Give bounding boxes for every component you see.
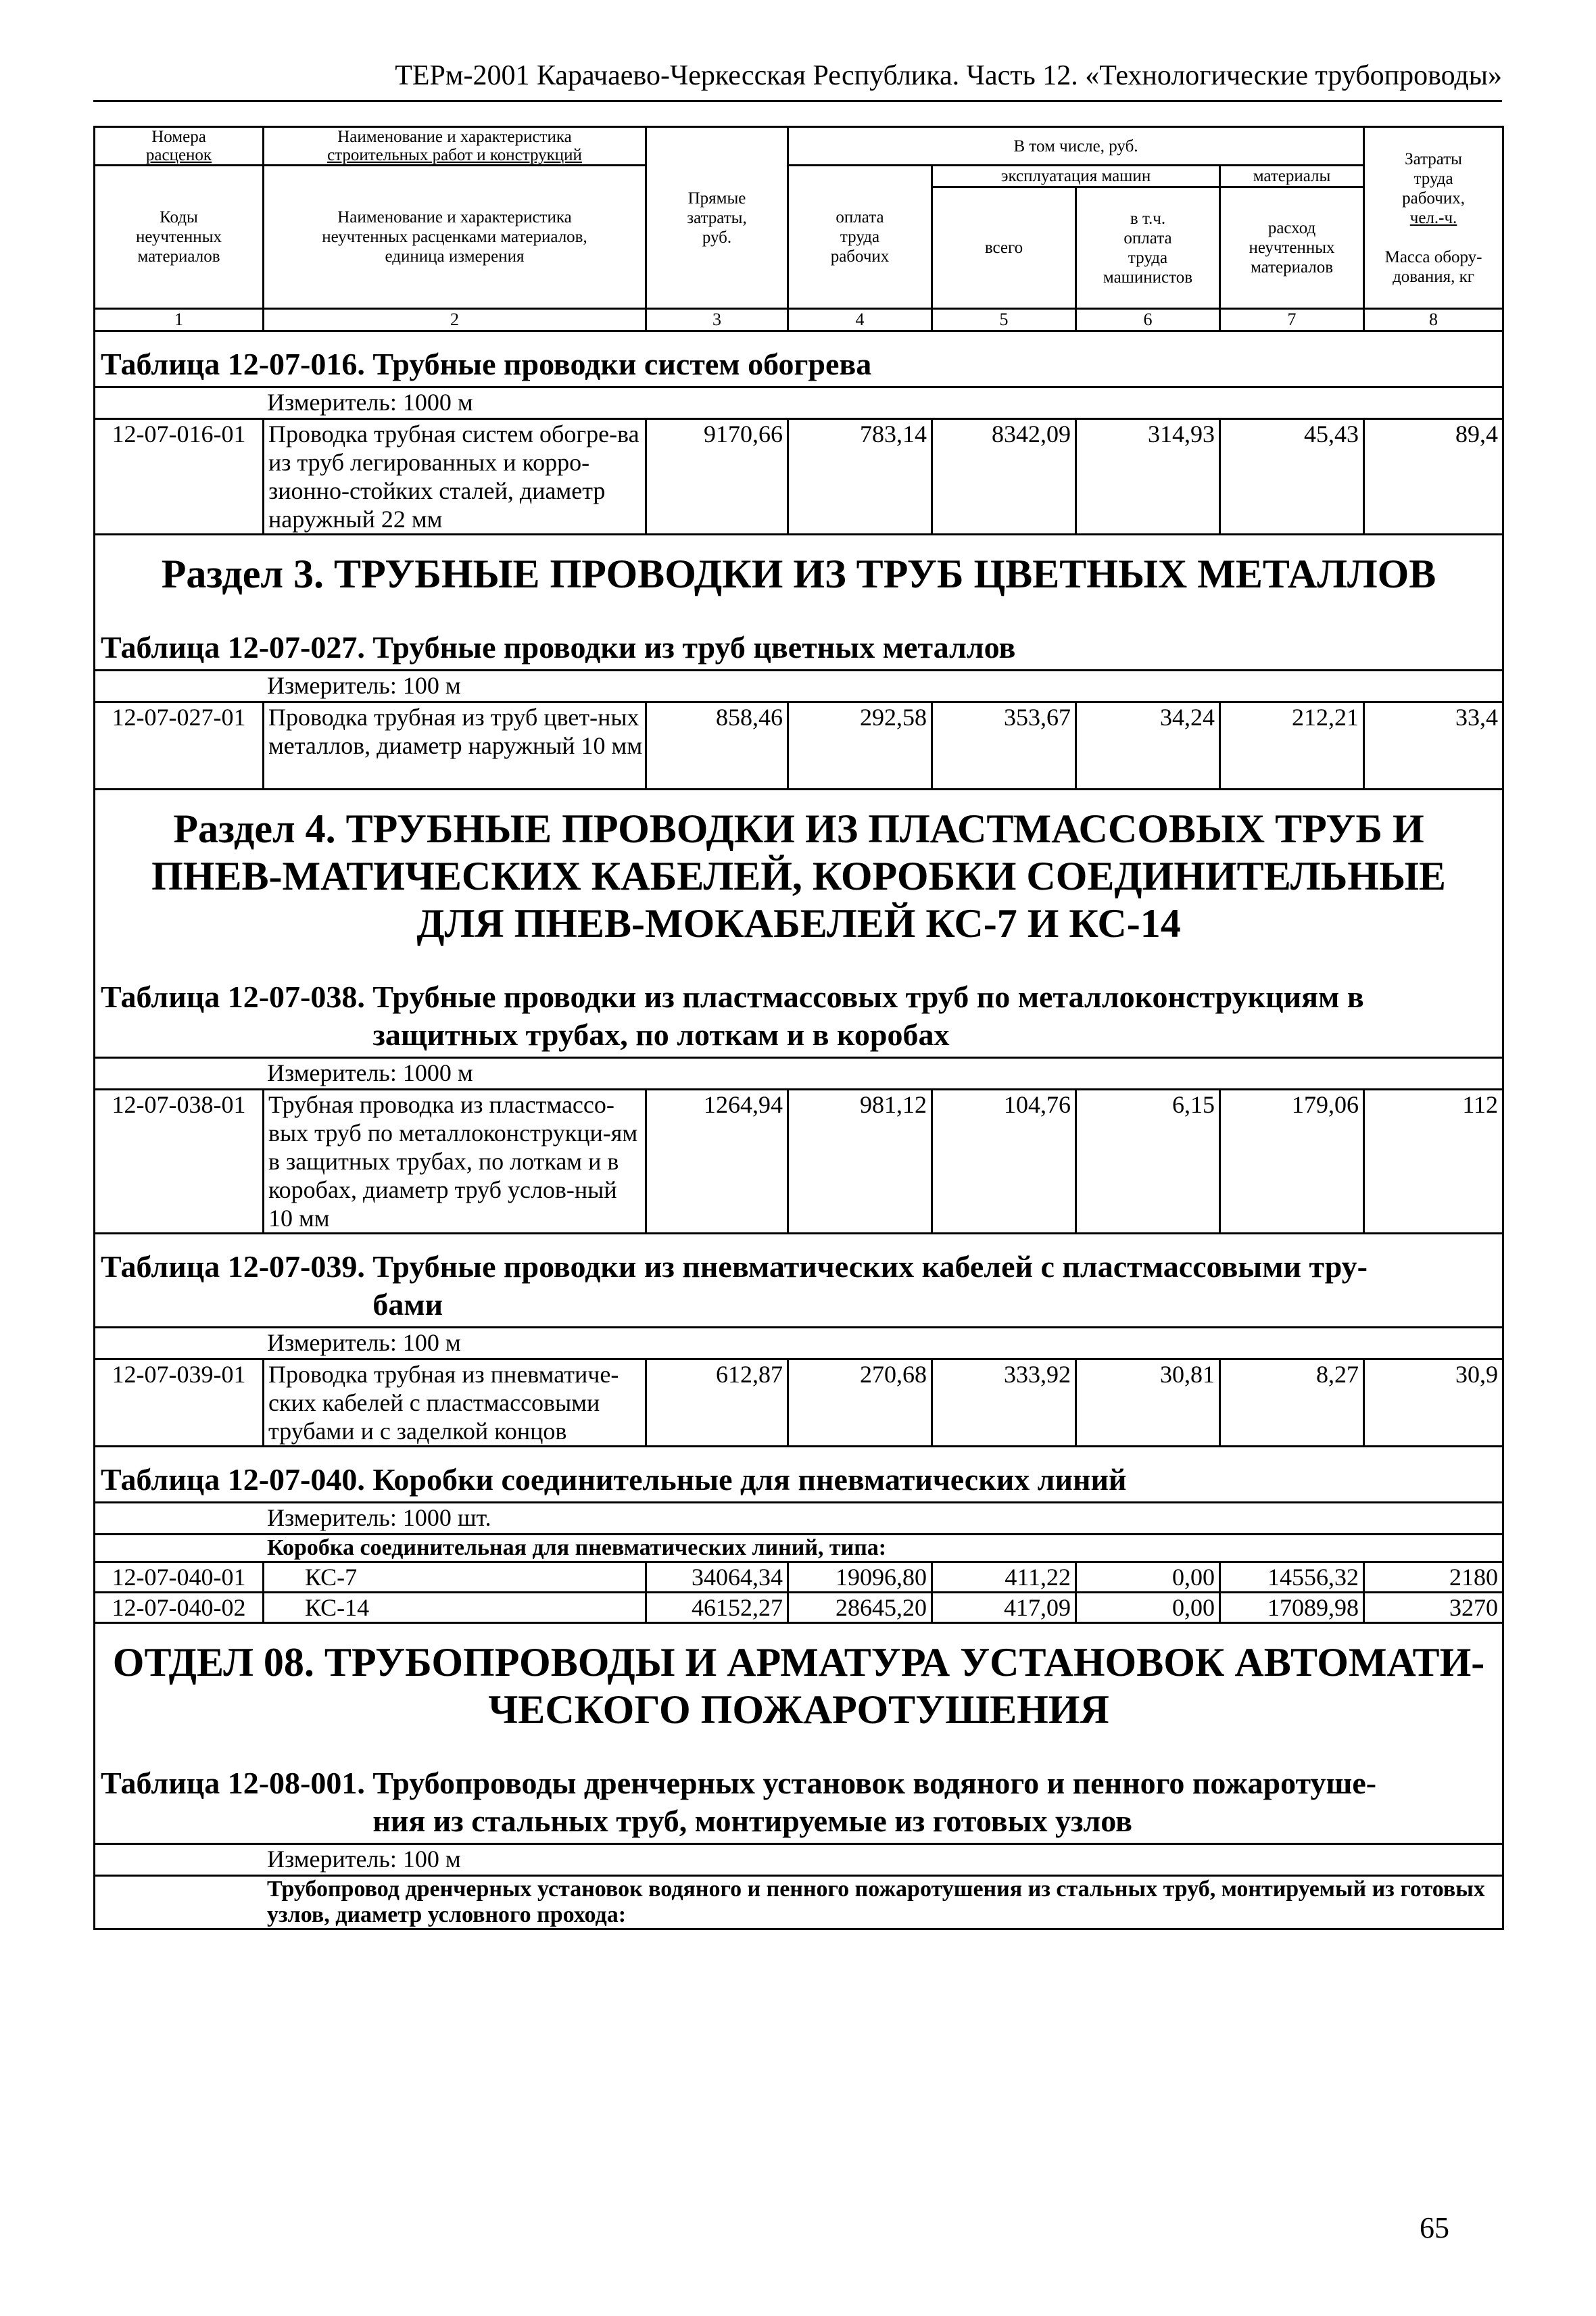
hdr-rashod: расход неучтенных материалов (1220, 187, 1364, 309)
subheader-row: Коробка соединительная для пневматических линий, типа: (95, 1535, 1503, 1562)
measure-label: Измеритель: 100 м (95, 1844, 1503, 1876)
measure-label: Измеритель: 100 м (95, 1328, 1503, 1359)
table-heading: Таблица 12-07-040. Коробки соединительные для пневматических линий (95, 1447, 1503, 1503)
measure-label: Измеритель: 1000 шт. (95, 1503, 1503, 1535)
table-row: 12-07-038-01 Трубная проводка из пластмассо-вых труб по металлоконструкци-ям в защитных трубах, по лоткам и в коробах, диаметр труб услов-ный 10 мм 1264,94 981,12 104,76 6,15 179,06 112 (95, 1090, 1503, 1234)
page-number: 65 (1420, 2211, 1449, 2244)
measure-label: Измеритель: 100 м (95, 671, 1503, 702)
page-header (93, 58, 1502, 102)
table-row: 12-07-039-01 Проводка трубная из пневматиче-ских кабелей с пластмассовыми трубами и с заделкой концов 612,87 270,68 333,92 30,81 8,27 30,9 (95, 1359, 1503, 1447)
table-row: 12-07-027-01 Проводка трубная из труб цвет-ных металлов, диаметр наружный 10 мм 858,46 292,58 353,67 34,24 212,21 33,4 (95, 702, 1503, 790)
table-heading: Таблица 12-07-038. Трубные проводки из пластмассовых труб по металлоконструкциям в защитных трубах, по лоткам и в коробах (95, 965, 1503, 1058)
hdr-name-top: Наименование и характеристика строительных работ и конструкций (264, 127, 646, 166)
column-numbers: 1 2 3 4 5 6 7 8 (95, 309, 1503, 331)
hdr-nomera: Номера расценок (95, 127, 264, 166)
table-heading: Таблица 12-08-001. Трубопроводы дренчерных установок водяного и пенного пожаротуше-ния из стальных труб, монтируемые из готовых узлов (95, 1751, 1503, 1844)
page-header-text: ТЕРм-2001 Карачаево-Черкесская Республика. Часть 12. «Технологические трубопроводы» (395, 60, 1502, 91)
hdr-v-tom-chisle: В том числе, руб. (788, 127, 1364, 166)
hdr-vsego: всего (932, 187, 1076, 309)
table-row: 12-07-040-02 КС-14 46152,27 28645,20 417,09 0,00 17089,98 3270 (95, 1593, 1503, 1623)
rates-table (93, 126, 1504, 1930)
hdr-zatraty: Затраты труда рабочих, чел.-ч. Масса обору- дования, кг (1364, 127, 1503, 309)
table-row: 12-07-040-01 КС-7 34064,34 19096,80 411,22 0,00 14556,32 2180 (95, 1562, 1503, 1593)
hdr-pryamye: Прямые затраты, руб. (646, 127, 788, 309)
subheader-row: Трубопровод дренчерных установок водяного и пенного пожаротушения из стальных труб, монтируемый из готовых узлов, диаметр условного прохода: (95, 1876, 1503, 1929)
table-heading: Таблица 12-07-039. Трубные проводки из пневматических кабелей с пластмассовыми тру-бами (95, 1234, 1503, 1328)
measure-label: Измеритель: 1000 м (95, 387, 1503, 419)
measure-label: Измеритель: 1000 м (95, 1058, 1503, 1090)
section-heading: Раздел 4. ТРУБНЫЕ ПРОВОДКИ ИЗ ПЛАСТМАССОВЫХ ТРУБ И ПНЕВ-МАТИЧЕСКИХ КАБЕЛЕЙ, КОРОБКИ СОЕДИНИТЕЛЬНЫЕ ДЛЯ ПНЕВ-МОКАБЕЛЕЙ КС-7 И КС-14 (95, 790, 1503, 965)
hdr-name-bottom: Наименование и характеристика неучтенных расценками материалов, единица измерения (264, 166, 646, 309)
hdr-vtch: в т.ч. оплата труда машинистов (1076, 187, 1220, 309)
table-row: 12-07-016-01 Проводка трубная систем обогре-ва из труб легированных и корро-зионно-стойких сталей, диаметр наружный 22 мм 9170,66 783,14 8342,09 314,93 45,43 89,4 (95, 419, 1503, 535)
section-heading: ОТДЕЛ 08. ТРУБОПРОВОДЫ И АРМАТУРА УСТАНОВОК АВТОМАТИ-ЧЕСКОГО ПОЖАРОТУШЕНИЯ (95, 1623, 1503, 1752)
hdr-materialy: материалы (1220, 166, 1364, 187)
table-heading: Таблица 12-07-027. Трубные проводки из труб цветных металлов (95, 615, 1503, 671)
table-heading: Таблица 12-07-016. Трубные проводки систем обогрева (95, 331, 1503, 387)
section-heading: Раздел 3. ТРУБНЫЕ ПРОВОДКИ ИЗ ТРУБ ЦВЕТНЫХ МЕТАЛЛОВ (95, 535, 1503, 616)
hdr-kody: Коды неучтенных материалов (95, 166, 264, 309)
hdr-ekspl: эксплуатация машин (932, 166, 1220, 187)
hdr-oplata: оплата труда рабочих (788, 166, 932, 309)
